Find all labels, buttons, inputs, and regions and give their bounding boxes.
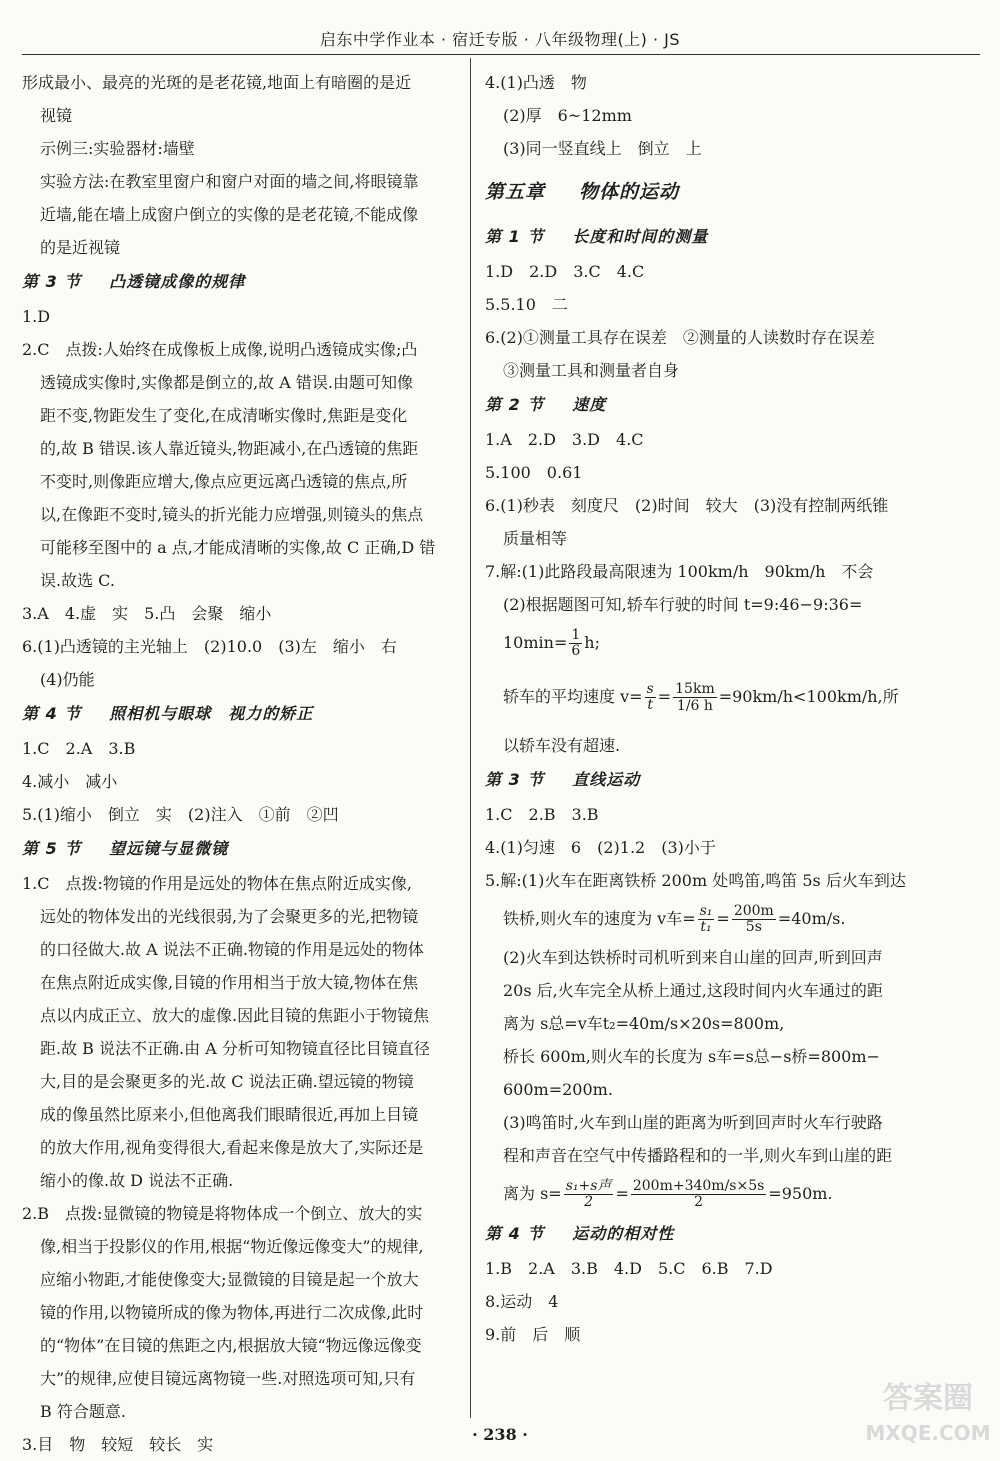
text-line: 误.故选 C. (40, 571, 115, 590)
text-line: 20s 后,火车完全从桥上通过,这段时间内火车通过的距 (503, 981, 883, 1000)
section-label: 第 2 节 (485, 395, 545, 414)
fraction-numerator: s₁ (699, 903, 713, 919)
page-number: · 238 · (472, 1425, 528, 1444)
formula-text: = (615, 1184, 629, 1203)
right-column (485, 66, 925, 1351)
section-label: 第 4 节 (22, 704, 82, 723)
fraction (631, 1179, 766, 1210)
section-heading-1 (485, 219, 925, 255)
section-title: 速度 (572, 395, 607, 414)
formula-text: =950m. (768, 1184, 833, 1203)
text-line: 5.100 0.61 (485, 463, 583, 482)
text-line: 4.(1)凸透 物 (485, 73, 587, 92)
fraction-numerator: s (646, 681, 654, 697)
formula-text: 铁桥,则火车的速度为 v车= (503, 909, 696, 928)
text-line: 的放大作用,视角变得很大,看起来像是放大了,实际还是 (40, 1138, 424, 1157)
text-line: (2)根据题图可知,轿车行驶的时间 t=9:46−9:36= (503, 595, 863, 614)
section-label: 第 3 节 (22, 272, 82, 291)
section-title: 望远镜与显微镜 (109, 839, 229, 858)
text-line: 以,在像距不变时,镜头的折光能力应增强,则镜头的焦点 (40, 505, 424, 524)
text-line: 像,相当于投影仪的作用,根据“物近像远像变大”的规律, (40, 1237, 424, 1256)
text-line: 应缩小物距,才能使像变大;显微镜的目镜是起一个放大 (40, 1270, 419, 1289)
section-label: 第 3 节 (485, 770, 545, 789)
text-line: 6.(1)秒表 刻度尺 (2)时间 较大 (3)没有控制两纸锥 (485, 496, 889, 515)
formula-text: 轿车的平均速度 v= (503, 687, 643, 706)
formula-speed (485, 665, 925, 729)
section-label: 第 5 节 (22, 839, 82, 858)
text-line: 3.A 4.虚 实 5.凸 会聚 缩小 (22, 604, 272, 623)
text-line: 质量相等 (503, 529, 568, 548)
text-line: 在焦点附近成实像,目镜的作用相当于放大镜,物体在焦 (40, 973, 419, 992)
fraction-numerator: s₁+s声 (565, 1178, 612, 1194)
chapter-heading (485, 165, 925, 219)
text-line: 以轿车没有超速. (503, 736, 621, 755)
fraction-denominator: 6 (571, 643, 581, 659)
text-line: 4.(1)匀速 6 (2)1.2 (3)小于 (485, 838, 716, 857)
text-line: 桥长 600m,则火车的长度为 s车=s总−s桥=800m− (503, 1047, 880, 1066)
watermark-top: 答案圈 (883, 1381, 973, 1416)
fraction (645, 682, 656, 713)
text-line: 的,故 B 错误.该人靠近镜头,物距减小,在凸透镜的焦距 (40, 439, 419, 458)
text-line: 1.C 2.B 3.B (485, 805, 599, 824)
text-line: 缩小的像.故 D 说法不正确. (40, 1171, 234, 1190)
text-line: (2)厚 6~12mm (503, 106, 632, 125)
text-line: 距.故 B 说法不正确.由 A 分析可知物镜直径比目镜直径 (40, 1039, 430, 1058)
text-line: 程和声音在空气中传播路程和的一半,则火车到山崖的距 (503, 1146, 893, 1165)
formula-text: =90km/h<100km/h,所 (718, 687, 899, 706)
fraction-numerator: 200m+340m/s×5s (632, 1178, 765, 1194)
fraction (732, 904, 776, 935)
text-line: 2.C 点拨:人始终在成像板上成像,说明凸透镜成实像;凸 (22, 340, 418, 359)
fraction-numerator: 200m (733, 903, 774, 919)
watermark-bottom: MXQE.COM (865, 1421, 991, 1445)
text-line: 点以内成正立、放大的虚像.因此目镜的焦距小于物镜焦 (40, 1006, 430, 1025)
text-line: 1.C 2.A 3.B (22, 739, 136, 758)
text-line: 镜的作用,以物镜所成的像为物体,再进行二次成像,此时 (40, 1303, 424, 1322)
text-line: 示例三:实验器材:墙壁 (40, 139, 195, 158)
text-line: 成的像虽然比原来小,但他离我们眼睛很近,再加上目镜 (40, 1105, 419, 1124)
column-divider (470, 58, 471, 1418)
text-line: ③测量工具和测量者自身 (503, 361, 680, 380)
text-line: 1.D 2.D 3.C 4.C (485, 262, 645, 281)
text-line: 4.减小 减小 (22, 772, 118, 791)
fraction-numerator: 1 (571, 627, 581, 643)
text-line: 的口径做大.故 A 说法不正确.物镜的作用是远处的物体 (40, 940, 424, 959)
text-line: 可能移至图中的 a 点,才能成清晰的实像,故 C 正确,D 错 (40, 538, 436, 557)
section-heading-4r (485, 1216, 925, 1252)
section-heading-2 (485, 387, 925, 423)
formula-text: h; (584, 633, 600, 652)
formula-distance (485, 1172, 925, 1216)
fraction (673, 681, 717, 714)
text-line: B 符合题意. (40, 1402, 126, 1421)
text-line: 8.运动 4 (485, 1292, 559, 1311)
text-line: 的“物体”在目镜的焦距之内,根据放大镜“物远像远像变 (40, 1336, 422, 1355)
text-line: 大,目的是会聚更多的光.故 C 说法正确.望远镜的物镜 (40, 1072, 414, 1091)
section-title: 长度和时间的测量 (572, 227, 709, 246)
fraction (698, 904, 715, 935)
section-title: 凸透镜成像的规律 (109, 272, 246, 291)
text-line: 1.B 2.A 3.B 4.D 5.C 6.B 7.D (485, 1259, 773, 1278)
text-line: 实验方法:在教室里窗户和窗户对面的墙之间,将眼镜靠 (40, 172, 419, 191)
text-line: 5.解:(1)火车在距离铁桥 200m 处鸣笛,鸣笛 5s 后火车到达 (485, 871, 906, 890)
section-title: 直线运动 (572, 770, 641, 789)
section-heading-4 (22, 696, 452, 732)
text-line: 不变时,则像距应增大,像点应更远离凸透镜的焦点,所 (40, 472, 408, 491)
section-title: 运动的相对性 (572, 1224, 675, 1243)
fraction-denominator: 2 (584, 1194, 594, 1210)
fraction (569, 628, 582, 659)
text-line: 6.(2)①测量工具存在误差 ②测量的人读数时存在误差 (485, 328, 875, 347)
formula-text: = (657, 687, 672, 706)
text-line: 5.5.10 二 (485, 295, 568, 314)
chapter-title: 物体的运动 (579, 181, 680, 203)
text-line: 近墙,能在墙上成窗户倒立的实像的是老花镜,不能成像 (40, 205, 419, 224)
text-line: 透镜成实像时,实像都是倒立的,故 A 错误.由题可知像 (40, 373, 413, 392)
text-line: 600m=200m. (503, 1080, 613, 1099)
formula-text: 10min= (503, 633, 568, 652)
text-line: 1.C 点拨:物镜的作用是远处的物体在焦点附近成实像, (22, 874, 412, 893)
text-line: 1.D (22, 307, 51, 326)
text-line: 6.(1)凸透镜的主光轴上 (2)10.0 (3)左 缩小 右 (22, 637, 397, 656)
page-header: 启东中学作业本 · 宿迁专版 · 八年级物理(上) · JS (319, 30, 681, 49)
formula-velocity (485, 897, 925, 941)
text-line: (4)仍能 (40, 670, 95, 689)
fraction (564, 1179, 614, 1210)
formula-time (485, 621, 925, 665)
text-line: 5.(1)缩小 倒立 实 (2)注入 ①前 ②凹 (22, 805, 339, 824)
text-line: 距不变,物距发生了变化,在成清晰实像时,焦距是变化 (40, 406, 408, 425)
left-column (22, 66, 452, 1461)
formula-text: 离为 s= (503, 1184, 562, 1203)
text-line: 1.A 2.D 3.D 4.C (485, 430, 644, 449)
formula-text: = (716, 909, 730, 928)
text-line: 9.前 后 顺 (485, 1325, 581, 1344)
text-line: 7.解:(1)此路段最高限速为 100km/h 90km/h 不会 (485, 562, 874, 581)
fraction-denominator: 5s (745, 919, 762, 935)
chapter-label: 第五章 (485, 181, 546, 203)
text-line: 的是近视镜 (40, 238, 121, 257)
watermark-logo (858, 1370, 998, 1448)
section-heading-3r (485, 762, 925, 798)
fraction-denominator: t₁ (700, 919, 712, 935)
text-line: 2.B 点拨:显微镜的物镜是将物体成一个倒立、放大的实 (22, 1204, 423, 1223)
section-label: 第 1 节 (485, 227, 545, 246)
text-line: 大”的规律,应使目镜远离物镜一些.对照选项可知,只有 (40, 1369, 416, 1388)
text-line: (3)鸣笛时,火车到山崖的距离为听到回声时火车行驶路 (503, 1113, 883, 1132)
fraction-denominator: 2 (694, 1194, 704, 1210)
section-heading-3 (22, 264, 452, 300)
text-line: 视镜 (40, 106, 73, 125)
section-label: 第 4 节 (485, 1224, 545, 1243)
header-rule (22, 54, 980, 55)
text-line: 形成最小、最亮的光斑的是老花镜,地面上有暗圈的是近 (22, 73, 412, 92)
formula-text: =40m/s. (777, 909, 846, 928)
section-title: 照相机与眼球 视力的矫正 (109, 704, 314, 723)
section-heading-5 (22, 831, 452, 867)
text-line: 远处的物体发出的光线很弱,为了会聚更多的光,把物镜 (40, 907, 419, 926)
fraction-denominator: 1/6 h (676, 698, 713, 714)
text-line: 3.目 物 较短 较长 实 (22, 1435, 214, 1454)
fraction-denominator: t (647, 697, 653, 713)
text-line: 离为 s总=v车t₂=40m/s×20s=800m, (503, 1014, 785, 1033)
fraction-numerator: 15km (675, 681, 715, 697)
text-line: (2)火车到达铁桥时司机听到来自山崖的回声,听到回声 (503, 948, 883, 967)
text-line: (3)同一竖直线上 倒立 上 (503, 139, 702, 158)
